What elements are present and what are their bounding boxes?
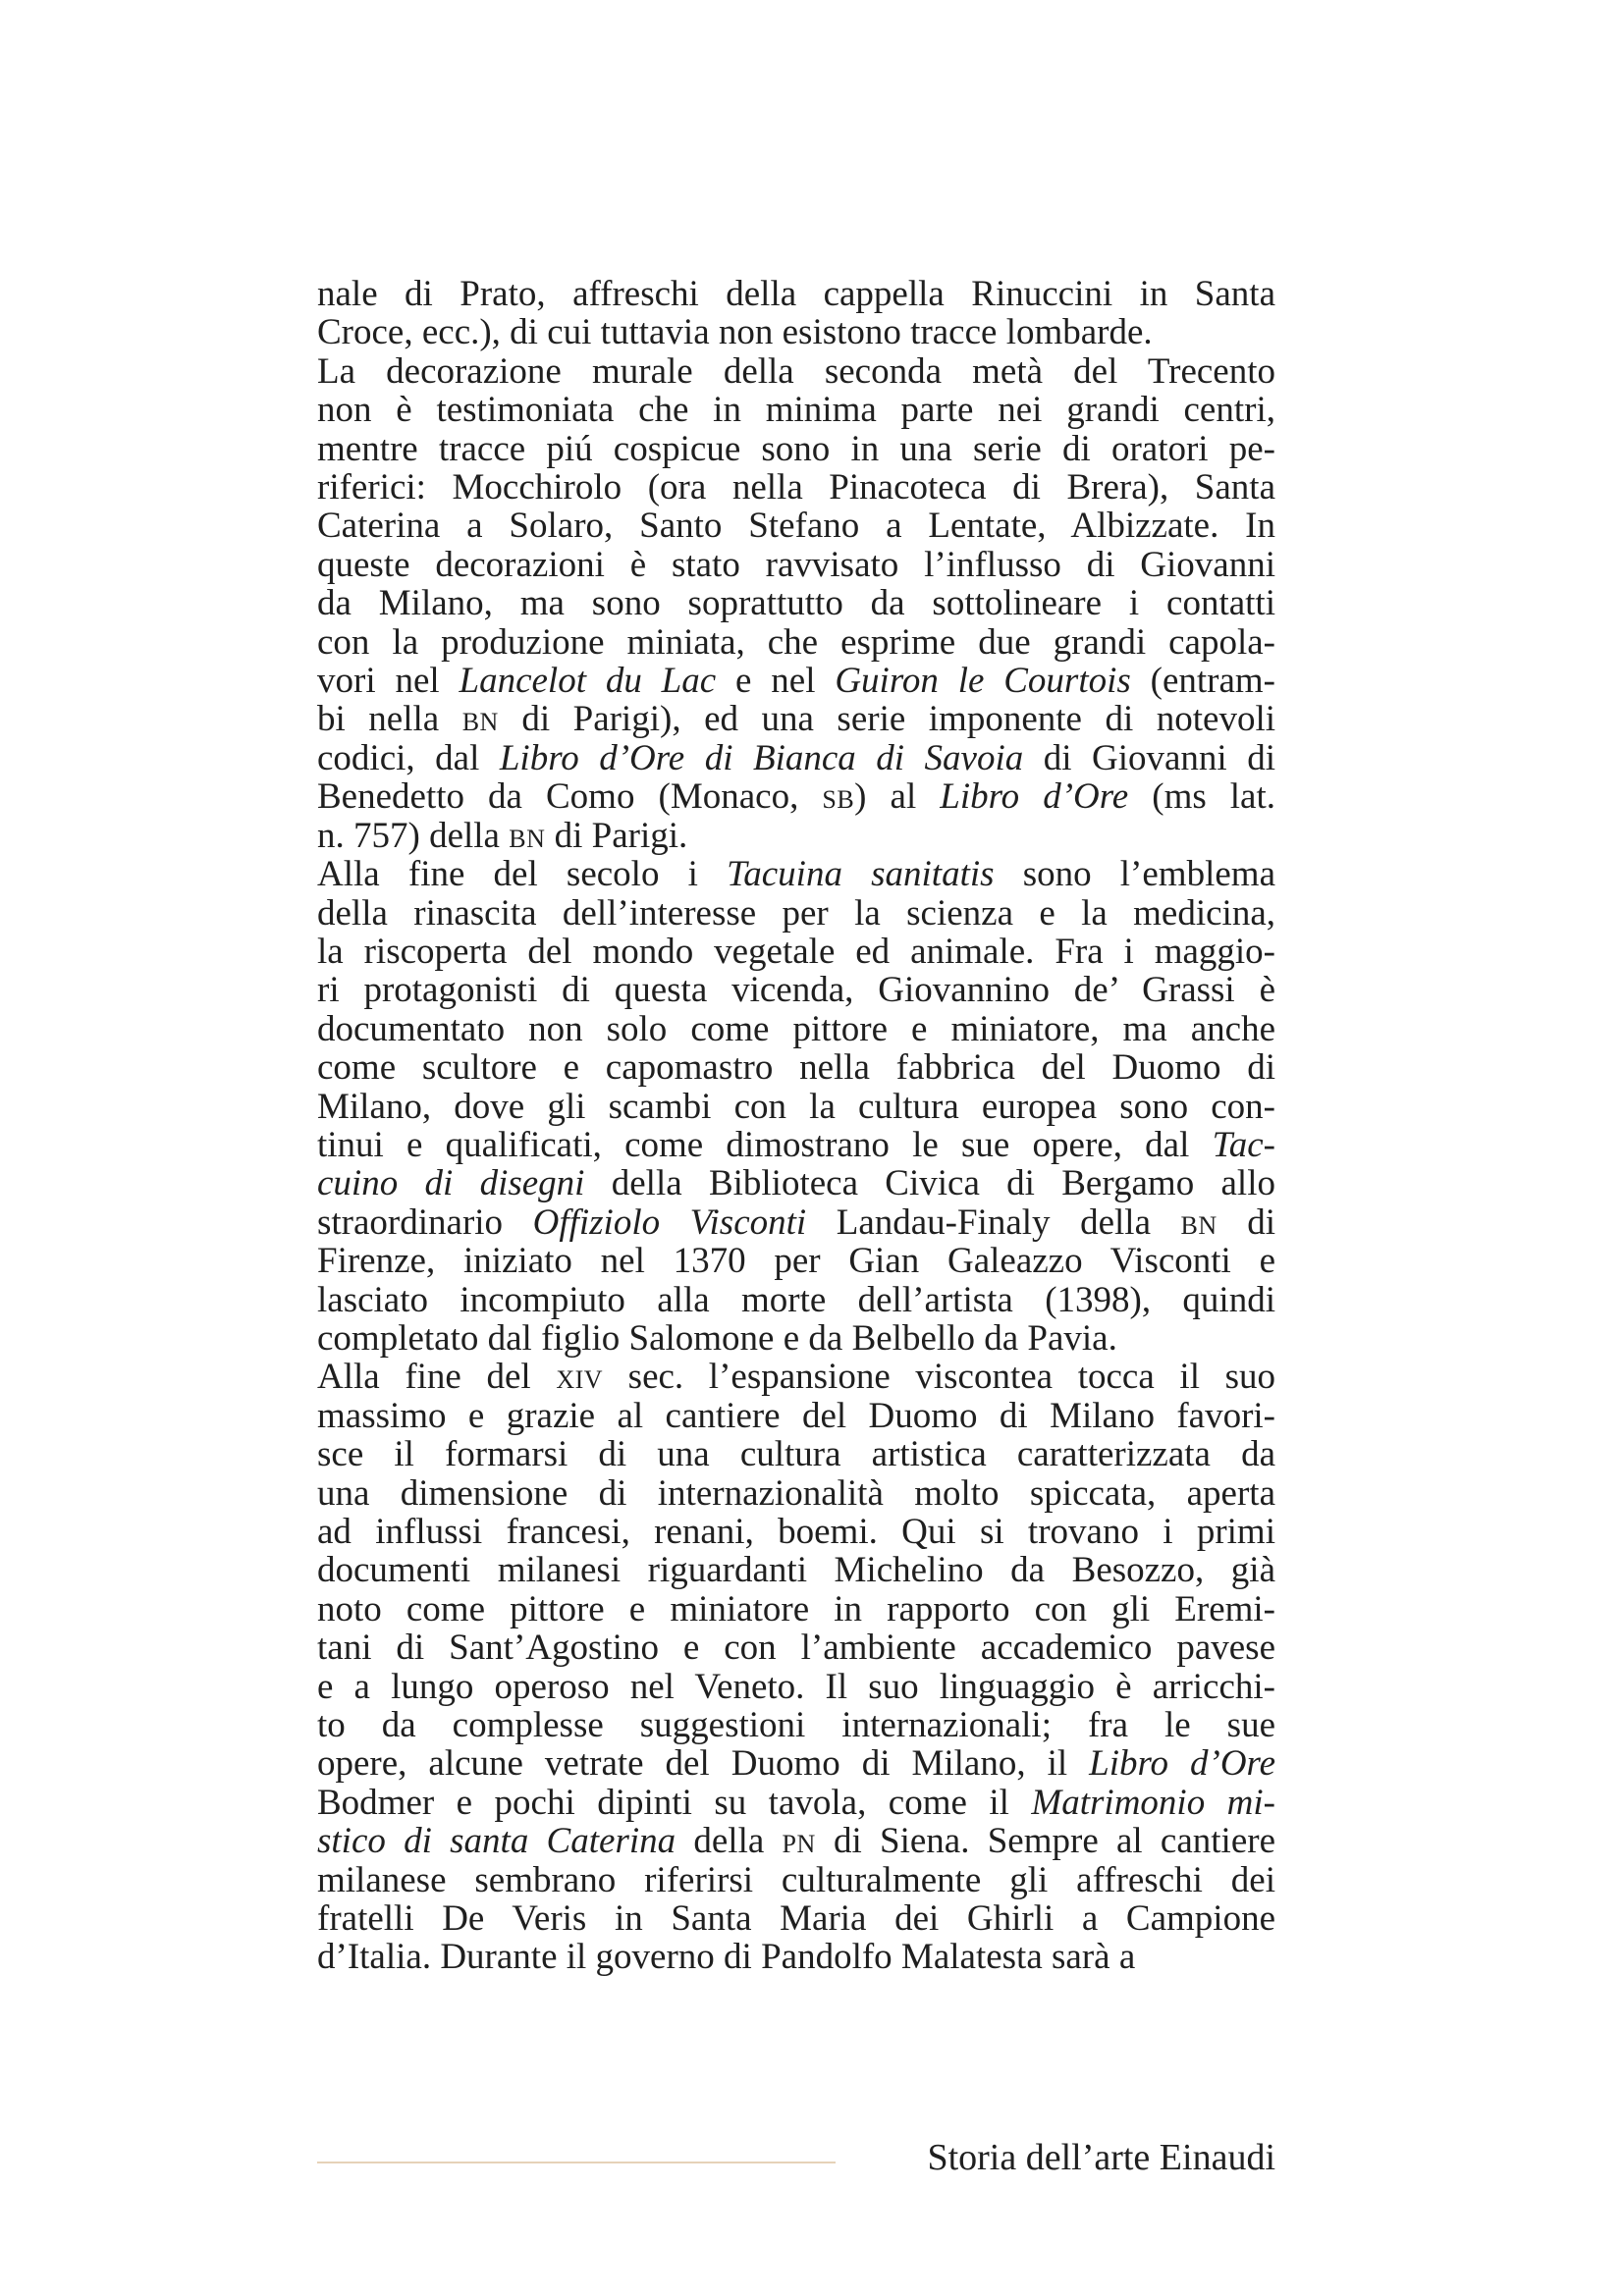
- text-line: [317, 507, 1275, 545]
- text-run: tinui e qualificati, come dimostrano le sue opere, dal: [317, 1124, 1213, 1165]
- text-run: (entram-: [1130, 661, 1275, 702]
- page-footer: [317, 2136, 1275, 2179]
- text-run: (ms lat.: [1128, 776, 1276, 818]
- text-run: come scultore e capomastro nella fabbrica del Duomo di: [317, 1047, 1275, 1089]
- footer-title: Storia dell’arte Einaudi: [927, 2137, 1275, 2178]
- text-run: documentato non solo come pittore e miniatore, ma anche: [317, 1008, 1275, 1049]
- text-run: Milano, dove gli scambi con la cultura europea sono con-: [317, 1086, 1275, 1127]
- text-run: ) al: [854, 776, 941, 818]
- text-run: vori nel: [317, 661, 460, 702]
- text-run: Bodmer e pochi dipinti su tavola, come il: [317, 1782, 1032, 1823]
- text-run: straordinario: [317, 1201, 533, 1243]
- text-line: [317, 546, 1275, 584]
- italic-title: Libro d’Ore di Bianca di Savoia: [499, 737, 1024, 778]
- text-run: documenti milanesi riguardanti Michelino da Besozzo, già: [317, 1550, 1275, 1591]
- text-run: della rinascita dell’interesse per la scienza e la medicina,: [317, 892, 1275, 934]
- text-run: ad influssi francesi, renani, boemi. Qui si trovano i primi: [317, 1512, 1275, 1552]
- text-run: della Biblioteca Civica di Bergamo allo: [584, 1163, 1275, 1204]
- abbreviation: bn: [509, 815, 546, 856]
- abbreviation: xiv: [556, 1357, 604, 1398]
- text-run: bi nella: [317, 699, 462, 740]
- text-line: [317, 1938, 1275, 1976]
- paragraph: [317, 855, 1275, 1358]
- text-run: sec. l’espansione viscontea tocca il suo: [603, 1357, 1275, 1398]
- footer-rule: [317, 2162, 836, 2163]
- text-line: [317, 1551, 1275, 1589]
- text-line: [317, 1784, 1275, 1822]
- text-line: [317, 1319, 1275, 1358]
- paragraph: [317, 352, 1275, 855]
- italic-title: Tacuina sanitatis: [727, 854, 995, 895]
- text-run: e nel: [716, 661, 836, 702]
- text-run: e a lungo operoso nel Veneto. Il suo linguaggio è arricchi-: [317, 1666, 1275, 1707]
- paragraph: [317, 275, 1275, 352]
- text-run: della: [676, 1821, 783, 1862]
- italic-title: Libro d’Ore: [1089, 1743, 1275, 1785]
- text-line: [317, 1744, 1275, 1783]
- text-line: [317, 468, 1275, 507]
- italic-title: cuino di disegni: [317, 1163, 585, 1204]
- italic-title: Tac-: [1212, 1124, 1275, 1165]
- text-line: [317, 1822, 1275, 1860]
- text-line: [317, 1706, 1275, 1744]
- italic-title: Guiron le Courtois: [835, 661, 1131, 702]
- text-line: [317, 1242, 1275, 1280]
- text-run: con la produzione miniata, che esprime due grandi capola-: [317, 621, 1275, 663]
- text-line: [317, 1590, 1275, 1629]
- text-run: Firenze, iniziato nel 1370 per Gian Galeazzo Visconti e: [317, 1241, 1275, 1282]
- text-run: da Milano, ma sono soprattutto da sottolineare i contatti: [317, 583, 1275, 624]
- text-run: Alla fine del secolo i: [317, 854, 728, 895]
- text-run: codici, dal: [317, 737, 500, 778]
- text-run: Landau-Finaly della: [806, 1201, 1181, 1243]
- text-line: [317, 1397, 1275, 1435]
- text-run: Caterina a Solaro, Santo Stefano a Lentate, Albizzate. In: [317, 506, 1275, 547]
- text-line: [317, 1435, 1275, 1473]
- text-run: lasciato incompiuto alla morte dell’artista (1398), quindi: [317, 1279, 1275, 1320]
- text-line: [317, 971, 1275, 1009]
- text-line: [317, 700, 1275, 738]
- text-run: di Parigi), ed una serie imponente di notevoli: [498, 699, 1276, 740]
- text-line: [317, 391, 1275, 429]
- text-line: [317, 662, 1275, 700]
- text-line: [317, 430, 1275, 468]
- text-line: [317, 1203, 1275, 1242]
- text-run: di Parigi.: [545, 815, 688, 856]
- text-line: [317, 1010, 1275, 1048]
- text-line: [317, 894, 1275, 933]
- text-run: di Giovanni di: [1023, 737, 1275, 778]
- abbreviation: bn: [461, 699, 499, 740]
- text-line: [317, 933, 1275, 971]
- text-run: to da complesse suggestioni internazionali; fra le sue: [317, 1705, 1275, 1746]
- text-line: [317, 584, 1275, 622]
- text-run: riferici: Mocchirolo (ora nella Pinacoteca di Brera), Santa: [317, 467, 1275, 508]
- text-run: queste decorazioni è stato ravvisato l’influsso di Giovanni: [317, 544, 1275, 585]
- text-line: [317, 777, 1275, 816]
- text-line: [317, 313, 1275, 351]
- text-line: [317, 1126, 1275, 1164]
- text-run: Alla fine del: [317, 1357, 557, 1398]
- text-run: sono l’emblema: [994, 854, 1275, 895]
- text-line: [317, 1899, 1275, 1938]
- text-run: non è testimoniata che in minima parte nei grandi centri,: [317, 390, 1275, 431]
- text-line: [317, 739, 1275, 777]
- text-line: [317, 1513, 1275, 1551]
- text-run: milanese sembrano riferirsi culturalmente gli affreschi dei: [317, 1859, 1275, 1900]
- paragraph: [317, 1358, 1275, 1977]
- text-run: Benedetto da Como (Monaco,: [317, 776, 823, 818]
- text-run: La decorazione murale della seconda metà del Trecento: [317, 350, 1275, 392]
- text-run: una dimensione di internazionalità molto spiccata, aperta: [317, 1472, 1275, 1514]
- text-line: [317, 1861, 1275, 1899]
- italic-title: Offiziolo Visconti: [532, 1201, 807, 1243]
- text-run: n. 757) della: [317, 815, 510, 856]
- text-run: noto come pittore e miniatore in rapporto con gli Eremi-: [317, 1588, 1275, 1629]
- text-line: [317, 275, 1275, 313]
- italic-title: stico di santa Caterina: [317, 1821, 676, 1862]
- text-run: massimo e grazie al cantiere del Duomo di Milano favori-: [317, 1395, 1275, 1436]
- body-text: [317, 275, 1275, 1977]
- abbreviation: sb: [822, 776, 855, 818]
- text-line: [317, 1164, 1275, 1202]
- text-run: sce il formarsi di una cultura artistica caratterizzata da: [317, 1434, 1275, 1475]
- text-run: ri protagonisti di questa vicenda, Giovannino de’ Grassi è: [317, 970, 1275, 1011]
- text-run: di: [1217, 1201, 1275, 1243]
- text-run: d’Italia. Durante il governo di Pandolfo Malatesta sarà a: [317, 1937, 1136, 1978]
- italic-title: Libro d’Ore: [940, 776, 1129, 818]
- text-run: Croce, ecc.), di cui tuttavia non esistono tracce lombarde.: [317, 312, 1153, 353]
- abbreviation: bn: [1180, 1201, 1217, 1243]
- text-line: [317, 1088, 1275, 1126]
- text-line: [317, 855, 1275, 893]
- text-line: [317, 817, 1275, 855]
- text-line: [317, 352, 1275, 391]
- text-line: [317, 1629, 1275, 1667]
- text-line: [317, 1281, 1275, 1319]
- text-run: fratelli De Veris in Santa Maria dei Ghirli a Campione: [317, 1898, 1275, 1940]
- text-run: di Siena. Sempre al cantiere: [815, 1821, 1275, 1862]
- text-run: mentre tracce piú cospicue sono in una serie di oratori pe-: [317, 428, 1275, 469]
- text-line: [317, 623, 1275, 662]
- italic-title: Matrimonio mi-: [1031, 1782, 1275, 1823]
- text-line: [317, 1048, 1275, 1087]
- text-run: completato dal figlio Salomone e da Belbello da Pavia.: [317, 1317, 1117, 1359]
- italic-title: Lancelot du Lac: [459, 661, 717, 702]
- text-run: tani di Sant’Agostino e con l’ambiente accademico pavese: [317, 1628, 1275, 1669]
- text-line: [317, 1668, 1275, 1706]
- text-run: la riscoperta del mondo vegetale ed animale. Fra i maggio-: [317, 931, 1275, 972]
- abbreviation: pn: [782, 1821, 816, 1862]
- text-line: [317, 1358, 1275, 1396]
- text-run: nale di Prato, affreschi della cappella Rinuccini in Santa: [317, 274, 1275, 314]
- text-run: opere, alcune vetrate del Duomo di Milano, il: [317, 1743, 1090, 1785]
- text-line: [317, 1474, 1275, 1513]
